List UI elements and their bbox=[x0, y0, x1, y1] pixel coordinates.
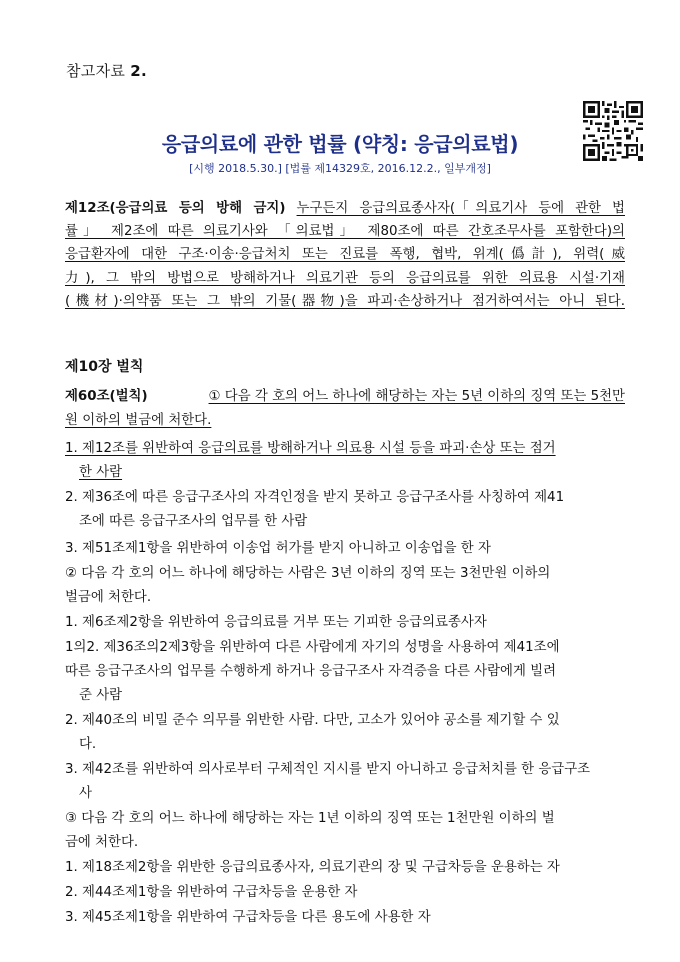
list-item: 1의2. 제36조의2제3항을 위반하여 다른 사람에게 자기의 성명을 사용하여 제41조에 bbox=[65, 640, 560, 655]
article-60-heading: 제60조(벌칙) bbox=[65, 389, 148, 404]
article-12-line: 力), 그 밖의 방법으로 방해하거나 의료기관 등의 응급의료를 위한 의료용 시설·기재 bbox=[65, 270, 625, 286]
list-item: 1. 제18조제2항을 위반한 응급의료종사자, 의료기관의 장 및 구급차등을 운용하는 자 bbox=[65, 860, 560, 875]
article-60-line: 원 이하의 벌금에 처한다. bbox=[65, 413, 212, 428]
list-item: 2. 제40조의 비밀 준수 의무를 위반한 사람. 다만, 고소가 있어야 공소를 제기할 수 있 bbox=[65, 713, 560, 728]
article-12-line: (機材)·의약품 또는 그 밖의 기물(器物)을 파괴·손상하거나 점거하여서는 아니 된다. bbox=[65, 293, 625, 309]
reference-number: 2. bbox=[130, 62, 147, 80]
list-item: 따른 응급구조사의 업무를 수행하게 하거나 응급구조사 자격증을 다른 사람에게 빌려 bbox=[65, 664, 557, 679]
article-12-heading: 제12조(응급의료 등의 방해 금지) bbox=[65, 201, 286, 216]
reference-prefix: 참고자료 bbox=[66, 62, 126, 80]
article-60-line: 제60조(벌칙) ① 다음 각 호의 어느 하나에 해당하는 자는 5년 이하의 징역 또는 5천만 bbox=[65, 385, 625, 404]
list-item: 3. 제42조를 위반하여 의사로부터 구체적인 지시를 받지 아니하고 응급처치를 한 응급구조 bbox=[65, 762, 591, 777]
article-12 bbox=[65, 197, 625, 313]
list-item: 다. bbox=[79, 737, 97, 752]
list-item: 3. 제45조제1항을 위반하여 구급차등을 다른 용도에 사용한 자 bbox=[65, 910, 431, 925]
chapter-heading: 제10장 벌칙 bbox=[65, 359, 144, 375]
paragraph-2: 벌금에 처한다. bbox=[65, 590, 152, 605]
list-item: 한 사람 bbox=[79, 465, 123, 480]
article-12-line: 률」 제2조에 따른 의료기사와 「의료법」 제80조에 따른 간호조무사를 포함한다)의 bbox=[65, 224, 625, 240]
list-item: 3. 제51조제1항을 위반하여 이송업 허가를 받지 아니하고 이송업을 한 자 bbox=[65, 541, 491, 556]
list-item: 2. 제44조제1항을 위반하여 구급차등을 운용한 자 bbox=[65, 885, 358, 900]
reference-label bbox=[66, 60, 147, 81]
list-item: 조에 따른 응급구조사의 업무를 한 사람 bbox=[79, 514, 308, 529]
list-item: 2. 제36조에 따른 응급구조사의 자격인정을 받지 못하고 응급구조사를 사칭하여 제41 bbox=[65, 490, 565, 505]
paragraph-3: ③ 다음 각 호의 어느 하나에 해당하는 자는 1년 이하의 징역 또는 1천만원 이하의 벌 bbox=[65, 811, 555, 826]
document-title: 응급의료에 관한 법률 (약칭: 응급의료법) bbox=[161, 132, 519, 156]
list-item: 사 bbox=[79, 786, 92, 801]
paragraph-2: ② 다음 각 호의 어느 하나에 해당하는 사람은 3년 이하의 징역 또는 3천만원 이하의 bbox=[65, 566, 551, 581]
paragraph-3: 금에 처한다. bbox=[65, 835, 139, 850]
list-item: 1. 제12조를 위반하여 응급의료를 방해하거나 의료용 시설 등을 파괴·손상 또는 점거 bbox=[65, 441, 556, 456]
list-item: 1. 제6조제2항을 위반하여 응급의료를 거부 또는 기피한 응급의료종사자 bbox=[65, 615, 487, 630]
article-60 bbox=[65, 385, 625, 925]
list-item: 준 사람 bbox=[79, 688, 123, 703]
document-meta: [시행 2018.5.30.] [법률 제14329호, 2016.12.2., 일부개정] bbox=[189, 162, 491, 175]
article-12-line: 제12조(응급의료 등의 방해 금지) 누구든지 응급의료종사자(「의료기사 등에 관한 법 bbox=[65, 201, 625, 216]
article-12-line: 응급환자에 대한 구조·이송·응급처치 또는 진료를 폭행, 협박, 위계(僞計), 위력(威 bbox=[65, 247, 625, 263]
